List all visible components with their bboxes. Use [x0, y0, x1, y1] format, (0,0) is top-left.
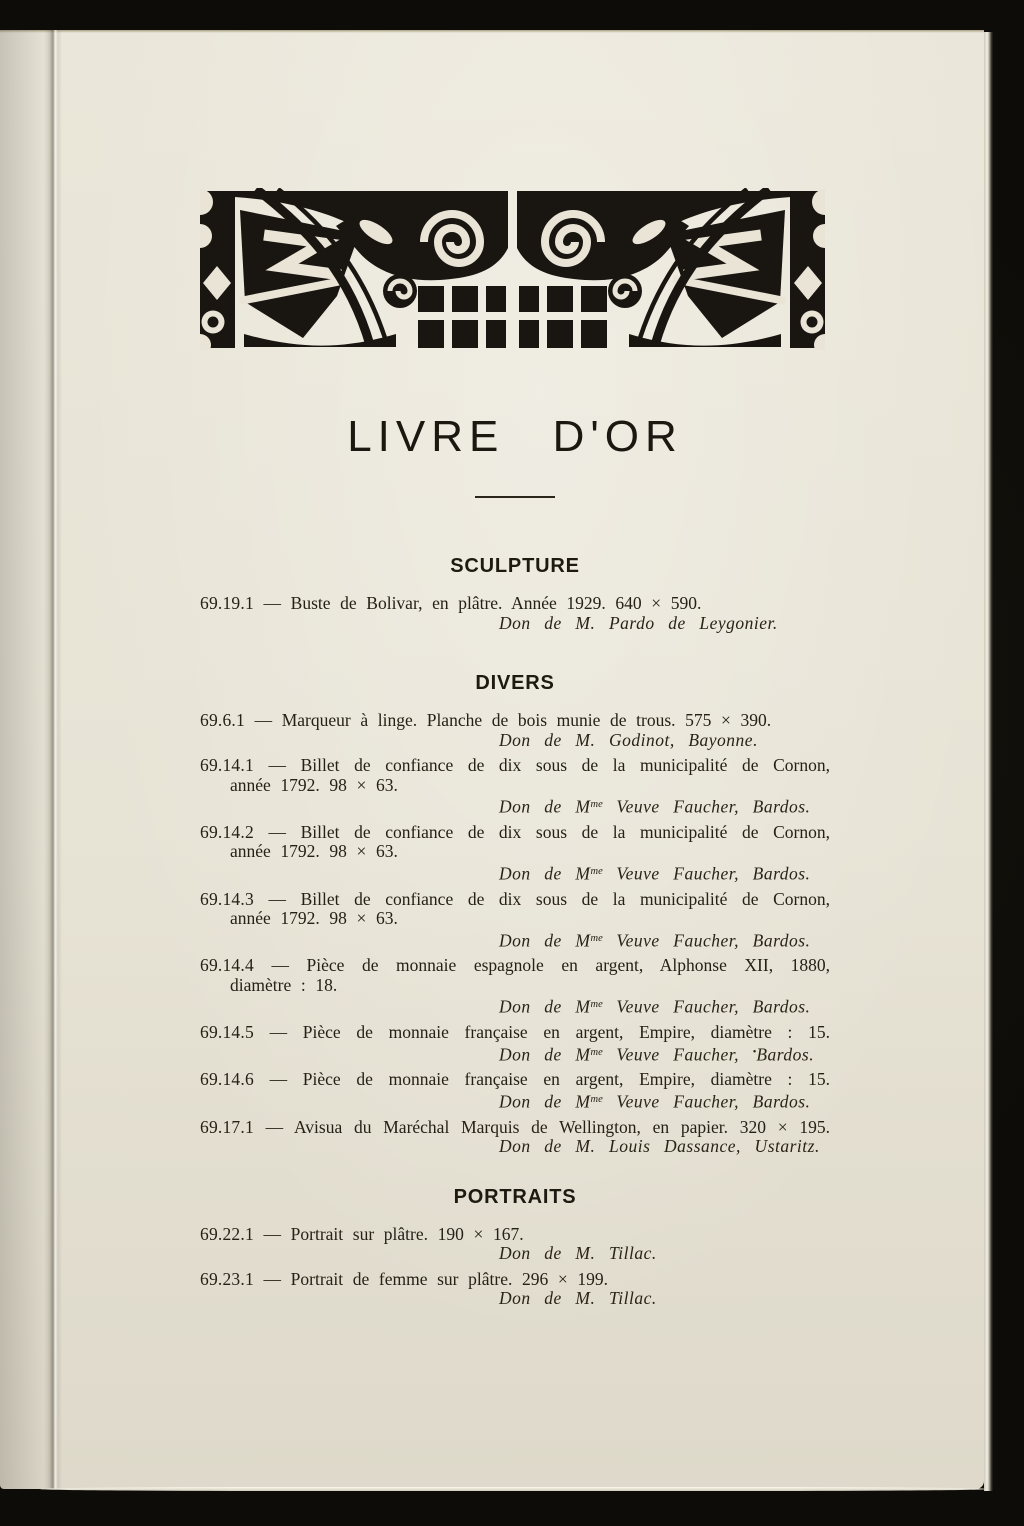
catalog-section: [200, 671, 830, 1157]
donation-credit: [200, 731, 830, 751]
donor-text: Don de M: [499, 1091, 591, 1111]
donor-text: Don de M: [499, 929, 591, 950]
donor-superscript: me: [590, 1093, 603, 1105]
donor-text: Don de M. Pardo de Leygonier.: [499, 612, 778, 633]
entry-id: 69.17.1: [200, 1116, 254, 1137]
art-deco-ornament-band: [200, 188, 825, 350]
entry-text-line: [200, 1225, 830, 1245]
donor-text: Don de M. Tillac.: [499, 1288, 657, 1308]
entry-separator-dash: —: [244, 710, 282, 730]
donor-superscript: me: [590, 1046, 603, 1058]
page-edge-right: [984, 32, 993, 1491]
donor-text: Don de M: [499, 1043, 591, 1064]
entry-text-line: année 1792. 98 × 63.: [230, 841, 398, 862]
entry-description: Billet de confiance de dix sous de la municipalité de Cornon,: [300, 821, 831, 842]
entry-id: 69.19.1: [200, 593, 254, 613]
catalog-entry: [200, 890, 830, 951]
entry-text-line: diamètre : 18.: [230, 974, 338, 995]
donation-credit: [200, 929, 830, 951]
donor-text: Don de M: [499, 796, 591, 817]
entry-id: 69.22.1: [200, 1223, 254, 1244]
entry-text-line: [200, 594, 830, 614]
catalog-entry: [200, 711, 830, 750]
donor-text: Don de M. Godinot, Bayonne.: [499, 729, 758, 750]
entry-description: Pièce de monnaie française en argent, Empire, diamètre : 15.: [302, 1022, 830, 1042]
entry-separator-dash: —: [253, 755, 301, 775]
entry-id: 69.14.3: [200, 888, 254, 909]
entry-text-line: [200, 711, 830, 731]
donor-text: Don de M: [499, 996, 591, 1017]
entry-id: 69.14.6: [200, 1069, 254, 1090]
catalog-entry: [200, 1225, 830, 1264]
donor-superscript: me: [590, 865, 603, 877]
entry-id: 69.23.1: [200, 1268, 254, 1289]
entry-text-line: année 1792. 98 × 63.: [230, 774, 398, 795]
entry-description: Pièce de monnaie espagnole en argent, Alphonse XII, 1880,: [306, 955, 831, 976]
title-divider-rule: [475, 496, 555, 498]
catalog-entry: [200, 823, 830, 884]
entry-description: Buste de Bolivar, en plâtre. Année 1929. 640 × 590.: [290, 593, 702, 613]
entry-description: Billet de confiance de dix sous de la municipalité de Cornon,: [300, 888, 831, 909]
entry-separator-dash: —: [253, 1116, 294, 1137]
donor-text: Veuve Faucher,: [602, 1043, 753, 1064]
entry-separator-dash: —: [253, 821, 301, 842]
page-content: [200, 30, 830, 1309]
donation-credit: [200, 1090, 830, 1112]
donation-credit: [200, 1043, 830, 1065]
entry-separator-dash: —: [253, 1223, 291, 1244]
donor-text: Veuve Faucher, Bardos.: [602, 929, 811, 950]
catalog-entry: [200, 1118, 830, 1157]
donor-superscript: me: [590, 799, 603, 810]
section-entries: [200, 711, 830, 1157]
donor-superscript: •: [752, 1046, 757, 1058]
entry-text-line: [200, 756, 830, 776]
catalog-section: [200, 554, 830, 633]
catalog-sections: [200, 554, 830, 1309]
entry-description: Portrait sur plâtre. 190 × 167.: [290, 1223, 524, 1244]
donor-text: Don de M. Tillac.: [499, 1243, 657, 1263]
entry-text-line: [200, 956, 830, 976]
section-entries: [200, 594, 830, 633]
section-heading: DIVERS: [475, 672, 555, 694]
entry-separator-dash: —: [253, 593, 291, 613]
donor-text: Veuve Faucher, Bardos.: [602, 1091, 811, 1111]
entry-id: 69.14.2: [200, 821, 254, 842]
previous-page-edge: [44, 30, 62, 1489]
catalog-entry: [200, 1023, 830, 1064]
entry-text-line: [200, 1118, 830, 1138]
donation-credit: [200, 995, 830, 1017]
entry-description: Avisua du Maréchal Marquis de Wellington, en papier. 320 × 195.: [293, 1116, 830, 1137]
catalog-entry: [200, 956, 830, 1017]
entry-separator-dash: —: [253, 888, 301, 909]
entry-text-line: [200, 1270, 830, 1290]
section-heading: SCULPTURE: [450, 555, 580, 577]
entry-id: 69.14.1: [200, 755, 254, 775]
entry-description: Portrait de femme sur plâtre. 296 × 199.: [290, 1268, 608, 1289]
donation-credit: [200, 614, 830, 634]
entry-separator-dash: —: [253, 955, 307, 976]
catalog-section: [200, 1185, 830, 1309]
section-heading: PORTRAITS: [453, 1185, 577, 1208]
donation-credit: [200, 795, 830, 817]
donor-superscript: me: [590, 932, 603, 944]
catalog-entry: [200, 756, 830, 817]
donation-credit: [200, 1289, 830, 1309]
entry-separator-dash: —: [253, 1069, 303, 1090]
entry-text-line: [200, 1023, 830, 1043]
entry-description: Billet de confiance de dix sous de la municipalité de Cornon,: [300, 755, 831, 775]
entry-text-line: année 1792. 98 × 63.: [230, 908, 398, 928]
book-page: [0, 30, 984, 1489]
donor-text: Don de M. Louis Dassance, Ustaritz.: [499, 1136, 820, 1156]
donation-credit: [200, 1244, 830, 1264]
section-entries: [200, 1225, 830, 1309]
entry-text-line: [200, 890, 830, 910]
donation-credit: [200, 1137, 830, 1157]
entry-separator-dash: —: [253, 1022, 303, 1042]
donor-text: Veuve Faucher, Bardos.: [602, 996, 811, 1017]
donor-text: Veuve Faucher, Bardos.: [602, 796, 811, 817]
catalog-entry: [200, 1270, 830, 1309]
donor-text: Bardos.: [756, 1043, 815, 1064]
donor-superscript: me: [590, 999, 603, 1011]
entry-text-line: [200, 1070, 830, 1090]
entry-text-line: [200, 823, 830, 843]
catalog-entry: [200, 594, 830, 633]
catalog-entry: [200, 1070, 830, 1111]
entry-id: 69.14.5: [200, 1022, 254, 1042]
page-bottom-edge: [40, 1487, 988, 1491]
entry-separator-dash: —: [253, 1268, 291, 1289]
page-title: LIVRE D'OR: [347, 412, 683, 461]
donation-credit: [200, 862, 830, 884]
entry-description: Pièce de monnaie française en argent, Empire, diamètre : 15.: [302, 1069, 830, 1090]
entry-id: 69.14.4: [200, 955, 254, 976]
donor-text: Veuve Faucher, Bardos.: [602, 863, 811, 883]
gutter-shadow: [0, 30, 46, 1489]
entry-id: 69.6.1: [200, 710, 245, 730]
donor-text: Don de M: [499, 863, 591, 883]
entry-description: Marqueur à linge. Planche de bois munie de trous. 575 × 390.: [281, 710, 772, 730]
